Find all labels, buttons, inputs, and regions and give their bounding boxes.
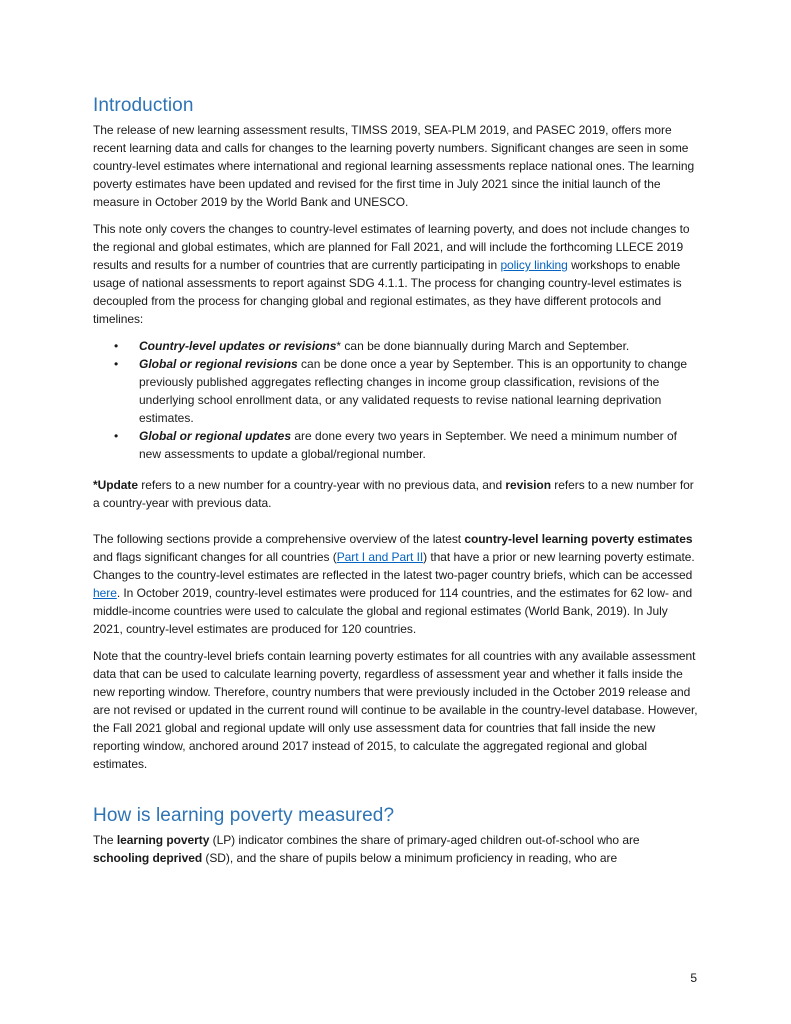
- intro-paragraph-2: This note only covers the changes to country-level estimates of learning poverty, and does not include changes to the regional and global estimates, which are planned for Fall 2021, and will include the forthcoming LLECE 2019 results and results for a number of countries that are currently participating in policy linking workshops to enable usage of national assessments to report against SDG 4.1.1. The process for changing country-level estimates is decoupled from the process for changing global and regional estimates, as they have different protocols and timelines:: [93, 222, 690, 326]
- section-heading-introduction: Introduction: [93, 95, 194, 116]
- list-item: • Global or regional revisions can be done once a year by September. This is an opportunity to change previously published aggregates reflecting changes in income group classification, revisions of the underlying school enrollment data, or any validated requests to revise national learning deprivation estimates.: [114, 357, 688, 425]
- here-link[interactable]: here: [93, 586, 117, 600]
- intro-paragraph-1: The release of new learning assessment results, TIMSS 2019, SEA-PLM 2019, and PASEC 2019, offers more recent learning data and calls for changes to the learning poverty numbers. Significant changes are seen in some country-level estimates where international and regional learning assessments replace national ones. The learning poverty estimates have been updated and revised for the first time in July 2021 since the initial launch of the measure in October 2019 by the World Bank and UNESCO.: [93, 123, 695, 209]
- list-item: • Global or regional updates are done every two years in September. We need a minimum number of new assessments to update a global/regional number.: [114, 429, 677, 461]
- list-item: • Country-level updates or revisions* can be done biannually during March and September.: [114, 339, 630, 353]
- page-number: 5: [690, 971, 697, 985]
- bullet-icon: •: [114, 339, 119, 353]
- protocol-bullet-list: [93, 337, 699, 463]
- section-heading-measurement: How is learning poverty measured?: [93, 805, 395, 826]
- measurement-paragraph: The learning poverty (LP) indicator combines the share of primary-aged children out-of-school who are schooling deprived (SD), and the share of pupils below a minimum proficiency in reading, who are: [93, 833, 640, 865]
- document-page: [93, 94, 699, 876]
- intro-paragraph-4: The following sections provide a comprehensive overview of the latest country-level learning poverty estimates and flags significant changes for all countries (Part I and Part II) that have a prior or new learning poverty estimate. Changes to the country-level estimates are reflected in the latest two-pager country briefs, which can be accessed here. In October 2019, country-level estimates were produced for 114 countries, and the estimates for 62 low- and middle-income countries were used to calculate the global and regional estimates (World Bank, 2019). In July 2021, country-level estimates are produced for 120 countries.: [93, 532, 695, 636]
- intro-paragraph-5: Note that the country-level briefs contain learning poverty estimates for all countries with any available assessment data that can be used to calculate learning poverty, regardless of assessment year and whether it falls inside the new reporting window. Therefore, country numbers that were previously included in the October 2019 release and are not revised or updated in the current round will continue to be available in the country-level database. However, the Fall 2021 global and regional update will only use assessment data for countries that fall inside the new reporting window, anchored around 2017 instead of 2015, to calculate the aggregated regional and global estimates.: [93, 649, 698, 771]
- policy-linking-link[interactable]: policy linking: [500, 258, 568, 272]
- definition-note: *Update refers to a new number for a country-year with no previous data, and revision refers to a new number for a country-year with previous data.: [93, 478, 694, 510]
- bullet-icon: •: [114, 429, 119, 443]
- section-spacer: [93, 782, 699, 804]
- bullet-icon: •: [114, 357, 119, 371]
- part-i-and-part-ii-link[interactable]: Part I and Part II: [336, 550, 424, 564]
